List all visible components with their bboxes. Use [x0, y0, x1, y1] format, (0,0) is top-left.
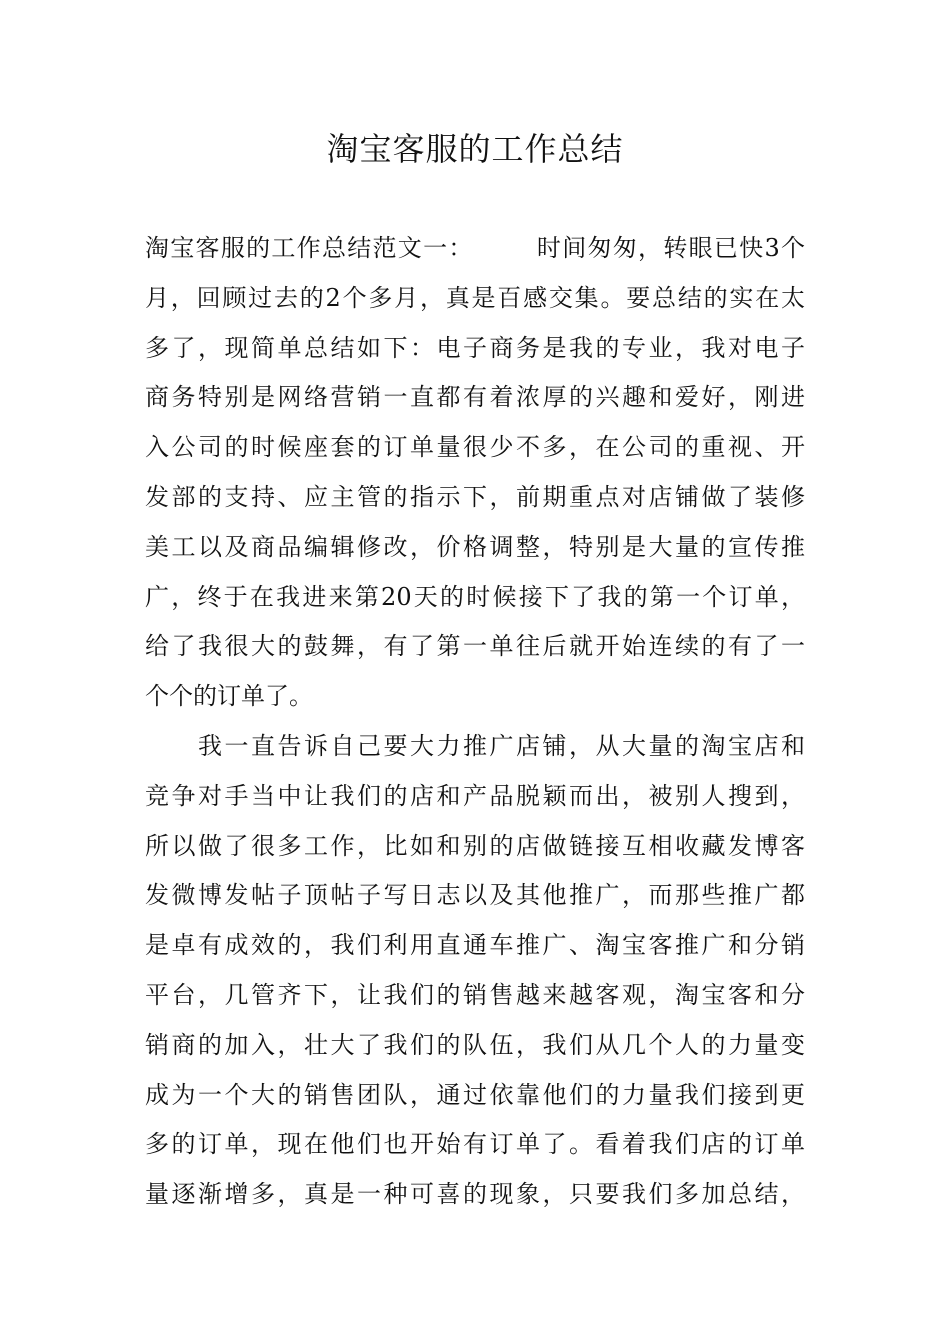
paragraph-1-line-10: 个个的订单了。 [145, 682, 313, 711]
paragraph-2-line-4: 发微博发帖子顶帖子写日志以及其他推广，而那些推广都 [145, 881, 805, 910]
paragraph-2-line-7: 销商的加入，壮大了我们的队伍，我们从几个人的力量变 [145, 1030, 805, 1059]
paragraph-1-line-6: 发部的支持、应主管的指示下，前期重点对店铺做了装修 [145, 482, 805, 511]
paragraph-1 [145, 224, 805, 722]
paragraph-2-line-1: 我一直告诉自己要大力推广店铺，从大量的淘宝店和 [145, 731, 805, 760]
paragraph-1-line-8: 广，终于在我进来第20天的时候接下了我的第一个订单， [145, 582, 805, 611]
paragraph-lead: 淘宝客服的工作总结范文一： [145, 234, 474, 262]
paragraph-1-line-5: 入公司的时候座套的订单量很少不多，在公司的重视、开 [145, 433, 805, 462]
paragraph-1-line-4: 商务特别是网络营销一直都有着浓厚的兴趣和爱好，刚进 [145, 383, 805, 412]
paragraph-2-line-10: 量逐渐增多，真是一种可喜的现象，只要我们多加总结， [145, 1180, 805, 1209]
paragraph-text: 时间匆匆，转眼已快3个 [535, 234, 805, 262]
paragraph-2-line-5: 是卓有成效的，我们利用直通车推广、淘宝客推广和分销 [145, 931, 805, 960]
paragraph-2-line-6: 平台，几管齐下，让我们的销售越来越客观，淘宝客和分 [145, 980, 805, 1009]
document-title: 淘宝客服的工作总结 [326, 130, 624, 168]
paragraph-2-line-9: 多的订单，现在他们也开始有订单了。看着我们店的订单 [145, 1130, 805, 1159]
paragraph-1-line-3: 多了，现简单总结如下：电子商务是我的专业，我对电子 [145, 333, 805, 362]
paragraph-1-line-7: 美工以及商品编辑修改，价格调整，特别是大量的宣传推 [145, 532, 805, 561]
paragraph-2-line-8: 成为一个大的销售团队，通过依靠他们的力量我们接到更 [145, 1080, 805, 1109]
paragraph-1-line-1 [145, 224, 805, 274]
paragraph-2 [145, 722, 805, 1220]
paragraph-1-line-9: 给了我很大的鼓舞，有了第一单往后就开始连续的有了一 [145, 632, 805, 661]
document-body [145, 224, 805, 1220]
paragraph-2-line-2: 竞争对手当中让我们的店和产品脱颖而出，被别人搜到， [145, 781, 805, 810]
paragraph-2-line-3: 所以做了很多工作，比如和别的店做链接互相收藏发博客 [145, 831, 805, 860]
paragraph-1-line-2: 月，回顾过去的2个多月，真是百感交集。要总结的实在太 [145, 283, 805, 312]
